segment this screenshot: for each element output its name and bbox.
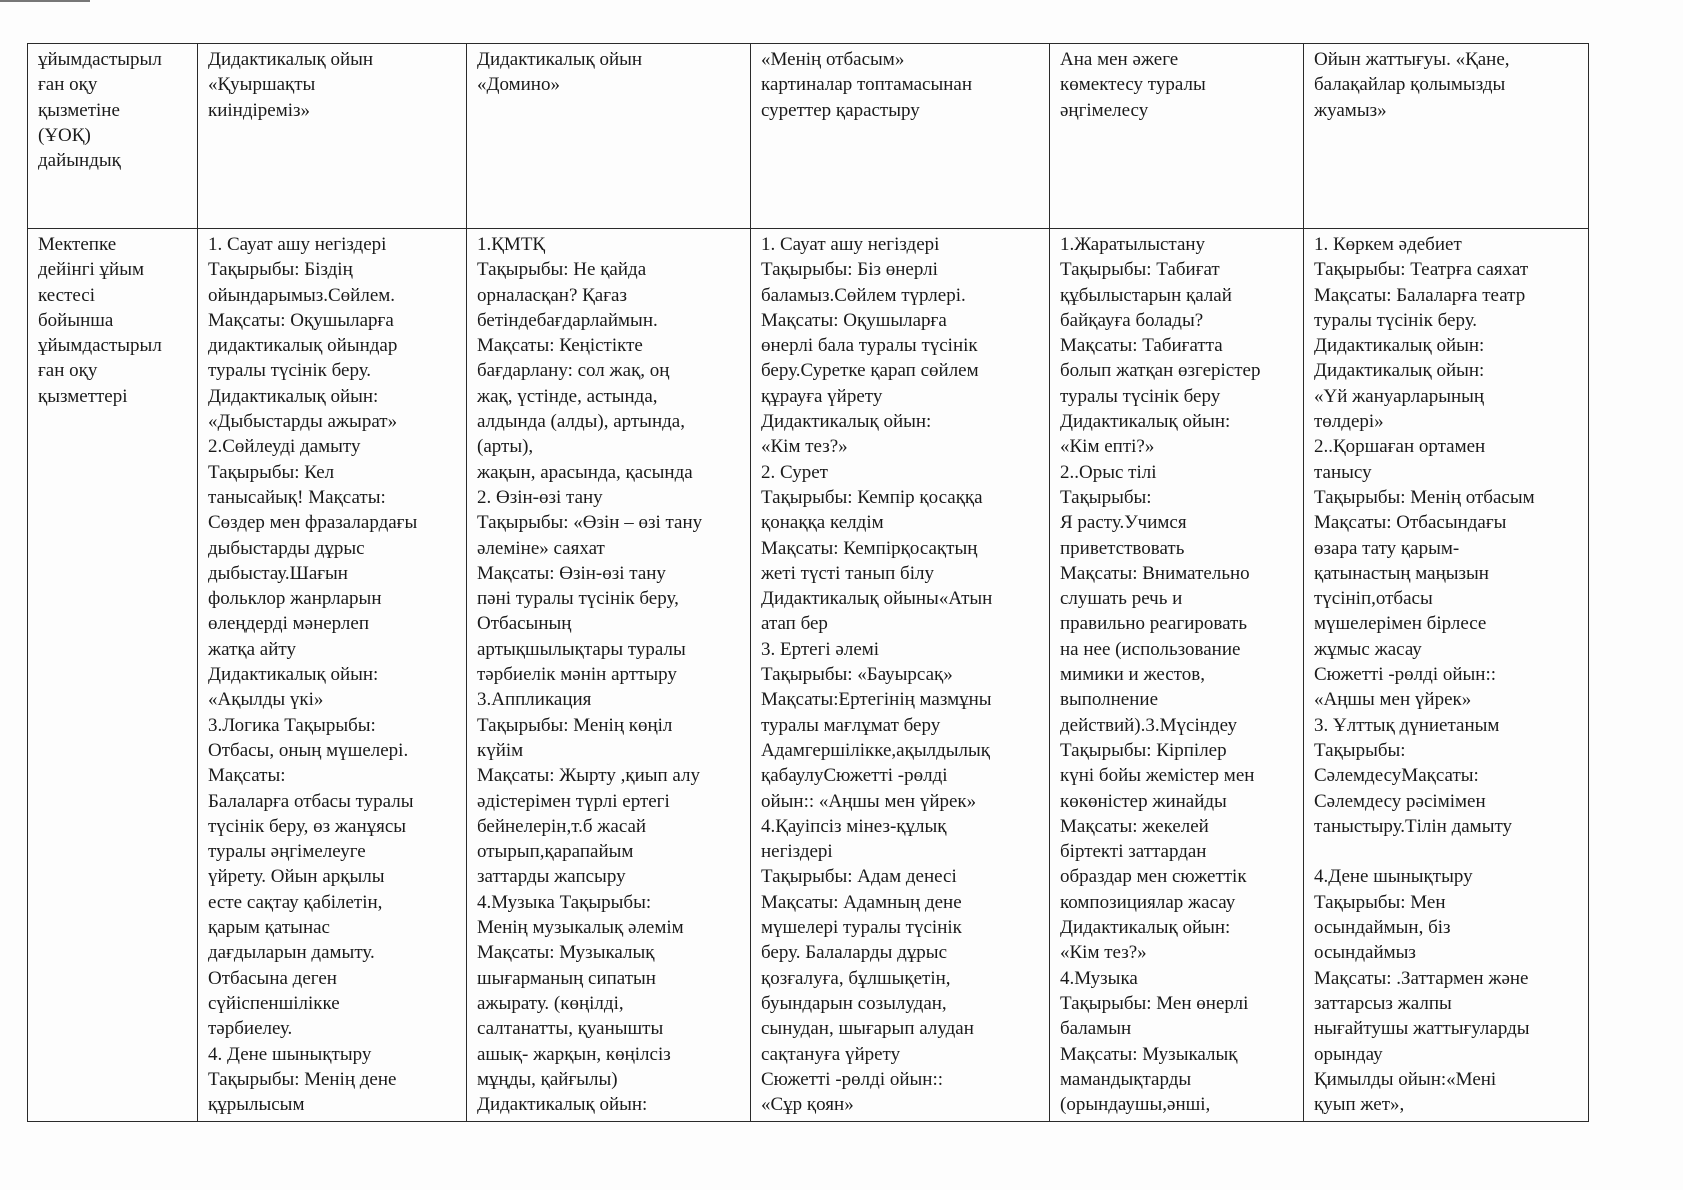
cell-activities-day-2: 1.ҚМТҚ Тақырыбы: Не қайда орналасқан? Қағаз бетіндебағдарлаймын. Мақсаты: Кеңістікте бағдарлану: сол жақ, оң жақ, үстінде, астында, алдында (алды), артында, (арты), жақын, арасында, қасында 2. Өзін-өзі тану Тақырыбы: «Өзін – өзі тану әлеміне» саяхат Мақсаты: Өзін-өзі тану пәні туралы түсінік беру, Отбасының артықшылықтары туралы тәрбиелік мәнін арттыру 3.Аппликация Тақырыбы: Менің көңіл күйім Мақсаты: Жырту ,қиып алу әдістерімен түрлі ертегі бейнелерін,т.б жасай отырып,қарапайым заттарды жапсыру 4.Музыка Тақырыбы: Менің музыкалық әлемім Мақсаты: Музыкалық шығарманың сипатын ажырату. (көңілді, салтанатты, қуанышты ашық- жарқын, көңілсіз мұңды, қайғылы) Дидактикалық ойын: xyxy=(467,229,751,1122)
lesson-plan-table xyxy=(27,43,1589,1122)
row-label-preparation: ұйымдастырыл ған оқу қызметіне (ҰОҚ) дайындық xyxy=(28,44,198,229)
cell-preparation-day-4: Ана мен әжеге көмектесу туралы әңгімелесу xyxy=(1050,44,1304,229)
cell-preparation-day-1: Дидактикалық ойын «Қуыршақты киіндіреміз» xyxy=(198,44,467,229)
row-label-activities: Мектепке дейінгі ұйым кестесі бойынша ұйымдастырыл ған оқу қызметтері xyxy=(28,229,198,1122)
cell-preparation-day-5: Ойын жаттығуы. «Қане, балақайлар қолымызды жуамыз» xyxy=(1304,44,1589,229)
table-row-activities xyxy=(28,229,1589,1122)
cell-activities-day-4: 1.Жаратылыстану Тақырыбы: Табиғат құбылыстарын қалай байқауға болады? Мақсаты: Табиғатта болып жатқан өзгерістер туралы түсінік беру Дидактикалық ойын: «Кім епті?» 2..Орыс тілі Тақырыбы: Я расту.Учимся приветствовать Мақсаты: Внимательно слушать речь и правильно реагировать на нее (использование мимики и жестов, выполнение действий).3.Мүсіндеу Тақырыбы: Кірпілер күні бойы жемістер мен көкөністер жинайды Мақсаты: жекелей біртекті заттардан образдар мен сюжеттік композициялар жасау Дидактикалық ойын: «Кім тез?» 4.Музыка Тақырыбы: Мен өнерлі баламын Мақсаты: Музыкалық мамандықтарды (орындаушы,әнші, xyxy=(1050,229,1304,1122)
cell-activities-day-5: 1. Көркем әдебиет Тақырыбы: Театрға саяхат Мақсаты: Балаларға театр туралы түсінік беру. Дидактикалық ойын: Дидактикалық ойын: «Үй жануарларының төлдері» 2..Қоршаған ортамен танысу Тақырыбы: Менің отбасым Мақсаты: Отбасындағы өзара тату қарым- қатынастың маңызын түсініп,отбасы мүшелерімен бірлесе жұмыс жасау Сюжетті -рөлді ойын:: «Аңшы мен үйрек» 3. Ұлттық дүниетаным Тақырыбы: СәлемдесуМақсаты: Сәлемдесу рәсімімен таныстыру.Тілін дамыту 4.Дене шынықтыру Тақырыбы: Мен осындаймын, біз осындаймыз Мақсаты: .Заттармен және заттарсыз жалпы нығайтушы жаттығуларды орындау Қимылды ойын:«Мені қуып жет», xyxy=(1304,229,1589,1122)
table-row-preparation xyxy=(28,44,1589,229)
cell-activities-day-1: 1. Сауат ашу негіздері Тақырыбы: Біздің ойындарымыз.Сөйлем. Мақсаты: Оқушыларға дидактикалық ойындар туралы түсінік беру. Дидактикалық ойын: «Дыбыстарды ажырат» 2.Сөйлеуді дамыту Тақырыбы: Кел танысайық! Мақсаты: Сөздер мен фразалардағы дыбыстарды дұрыс дыбыстау.Шағын фольклор жанрларын өлеңдерді мәнерлеп жатқа айту Дидактикалық ойын: «Ақылды үкі» 3.Логика Тақырыбы: Отбасы, оның мүшелері. Мақсаты: Балаларға отбасы туралы түсінік беру, өз жанұясы туралы әңгімелеуге үйрету. Ойын арқылы есте сақтау қабілетін, қарым қатынас дағдыларын дамыту. Отбасына деген сүйіспеншілікке тәрбиелеу. 4. Дене шынықтыру Тақырыбы: Менің дене құрылысым xyxy=(198,229,467,1122)
cell-preparation-day-3: «Менің отбасым» картиналар топтамасынан суреттер қарастыру xyxy=(751,44,1050,229)
cell-preparation-day-2: Дидактикалық ойын «Домино» xyxy=(467,44,751,229)
cell-activities-day-3: 1. Сауат ашу негіздері Тақырыбы: Біз өнерлі баламыз.Сөйлем түрлері. Мақсаты: Оқушыларға өнерлі бала туралы түсінік беру.Суретке қарап сөйлем құрауға үйрету Дидактикалық ойын: «Кім тез?» 2. Сурет Тақырыбы: Кемпір қосаққа қонаққа келдім Мақсаты: Кемпірқосақтың жеті түсті танып білу Дидактикалық ойыны«Атын атап бер 3. Ертегі әлемі Тақырыбы: «Бауырсақ» Мақсаты:Ертегінің мазмұны туралы мағлұмат беру Адамгершілікке,ақылдылық қабаулуСюжетті -рөлді ойын:: «Аңшы мен үйрек» 4.Қауіпсіз мінез-құлық негіздері Тақырыбы: Адам денесі Мақсаты: Адамның дене мүшелері туралы түсінік беру. Балаларды дұрыс қозғалуға, бұлшықетін, буындарын созылудан, сынудан, шығарып алудан сақтануға үйрету Сюжетті -рөлді ойын:: «Сұр қоян» xyxy=(751,229,1050,1122)
scan-edge-mark xyxy=(0,0,90,6)
